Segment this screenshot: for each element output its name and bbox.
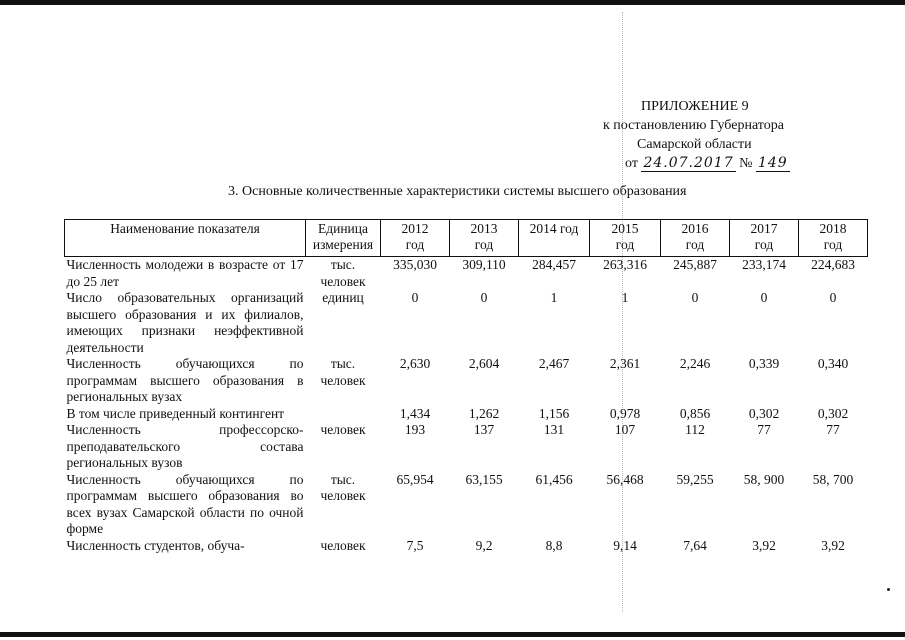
appendix-title: ПРИЛОЖЕНИЕ 9 xyxy=(641,99,749,114)
appendix-header xyxy=(595,97,835,173)
value-2012: 193 xyxy=(404,422,426,437)
value-2015: 1 xyxy=(621,290,629,305)
date-prefix: от xyxy=(625,156,638,171)
value-2016: 245,887 xyxy=(673,257,717,272)
row-unit: единиц xyxy=(322,290,364,305)
decree-number: 149 xyxy=(757,155,788,171)
scan-speck xyxy=(887,588,890,591)
value-2014: 8,8 xyxy=(545,537,563,553)
value-2013: 1,262 xyxy=(468,405,500,421)
value-2014: 1,156 xyxy=(538,405,570,421)
header-2012: 2012 год xyxy=(381,220,450,257)
table-row xyxy=(65,257,868,291)
value-2017: 3,92 xyxy=(752,537,776,553)
decree-date: 24.07.2017 xyxy=(643,155,734,171)
value-2016: 2,246 xyxy=(679,356,711,371)
value-2014: 131 xyxy=(543,422,565,437)
characteristics-table xyxy=(64,219,868,554)
value-2017: 0,339 xyxy=(748,356,780,371)
header-2017: 2017 год xyxy=(730,220,799,257)
header-2014: 2014 год xyxy=(519,220,590,257)
table-row xyxy=(65,422,868,472)
table-row xyxy=(65,290,868,356)
value-2014: 61,456 xyxy=(535,471,573,487)
table-row xyxy=(65,356,868,406)
value-2016: 7,64 xyxy=(683,537,707,553)
row-name: Численность профессорско-преподавательского состава региональных вузов xyxy=(66,422,304,470)
number-prefix: № xyxy=(739,156,753,171)
row-unit: тыс. человек xyxy=(320,471,366,503)
value-2018: 0 xyxy=(829,290,837,305)
value-2015: 107 xyxy=(614,422,636,437)
row-name: Численность молодежи в возрасте от 17 до 25 лет xyxy=(66,257,304,289)
value-2018: 224,683 xyxy=(811,257,855,272)
header-2016: 2016 год xyxy=(661,220,730,257)
table-row xyxy=(65,406,868,423)
value-2016: 0 xyxy=(691,290,699,305)
row-unit: тыс. человек xyxy=(320,356,366,388)
value-2013: 309,110 xyxy=(462,257,506,272)
top-border xyxy=(0,0,905,5)
header-2015: 2015 год xyxy=(590,220,661,257)
row-unit xyxy=(306,406,381,423)
table-row xyxy=(65,538,868,555)
value-2017: 0,302 xyxy=(748,405,780,421)
row-name: Численность обучающихся по программам высшего образования во всех вузах Самарской области по очной форме xyxy=(66,471,304,536)
value-2014: 2,467 xyxy=(538,356,570,371)
value-2012: 0 xyxy=(411,290,419,305)
table-row xyxy=(65,472,868,538)
header-2013: 2013 год xyxy=(450,220,519,257)
value-2013: 0 xyxy=(480,290,488,305)
value-2012: 335,030 xyxy=(393,257,437,272)
value-2013: 63,155 xyxy=(465,471,503,487)
value-2018: 0,302 xyxy=(817,405,849,421)
value-2016: 59,255 xyxy=(676,471,714,487)
row-name: Численность студентов, обуча- xyxy=(66,537,245,553)
row-name: Численность обучающихся по программам высшего образования в региональных вузах xyxy=(66,356,304,404)
value-2017: 233,174 xyxy=(742,257,786,272)
value-2012: 1,434 xyxy=(399,405,431,421)
value-2017: 77 xyxy=(757,422,771,437)
value-2018: 58, 700 xyxy=(812,471,854,487)
value-2018: 3,92 xyxy=(821,537,845,553)
value-2017: 58, 900 xyxy=(743,471,785,487)
value-2013: 2,604 xyxy=(468,356,500,371)
value-2015: 56,468 xyxy=(606,471,644,487)
header-name: Наименование показателя xyxy=(65,220,306,257)
value-2013: 9,2 xyxy=(475,537,493,553)
row-unit: человек xyxy=(320,422,366,437)
value-2016: 112 xyxy=(685,422,705,437)
row-unit: тыс. человек xyxy=(320,257,366,289)
value-2015: 0,978 xyxy=(609,405,641,421)
value-2012: 65,954 xyxy=(396,471,434,487)
header-unit: Единица измерения xyxy=(306,220,381,257)
bottom-border xyxy=(0,632,905,637)
value-2015: 9,14 xyxy=(613,537,637,553)
header-2018: 2018 год xyxy=(799,220,868,257)
value-2012: 7,5 xyxy=(406,537,424,553)
row-name: Число образовательных организаций высшего образования и их филиалов, имеющих признаки неэффективной деятельности xyxy=(66,290,304,355)
row-unit: человек xyxy=(320,537,366,553)
row-name: В том числе приведенный контингент xyxy=(66,405,285,421)
value-2016: 0,856 xyxy=(679,405,711,421)
appendix-decree: к постановлению Губернатора xyxy=(603,118,784,133)
appendix-region: Самарской области xyxy=(637,137,752,152)
value-2018: 77 xyxy=(826,422,840,437)
table-header-row xyxy=(65,220,868,257)
value-2012: 2,630 xyxy=(399,356,431,371)
value-2013: 137 xyxy=(473,422,495,437)
value-2014: 1 xyxy=(550,290,558,305)
value-2014: 284,457 xyxy=(532,257,576,272)
value-2018: 0,340 xyxy=(817,356,849,371)
value-2015: 263,316 xyxy=(603,257,647,272)
value-2015: 2,361 xyxy=(609,356,641,371)
appendix-date-line xyxy=(595,154,835,173)
section-title: 3. Основные количественные характеристики системы высшего образования xyxy=(228,184,687,199)
value-2017: 0 xyxy=(760,290,768,305)
